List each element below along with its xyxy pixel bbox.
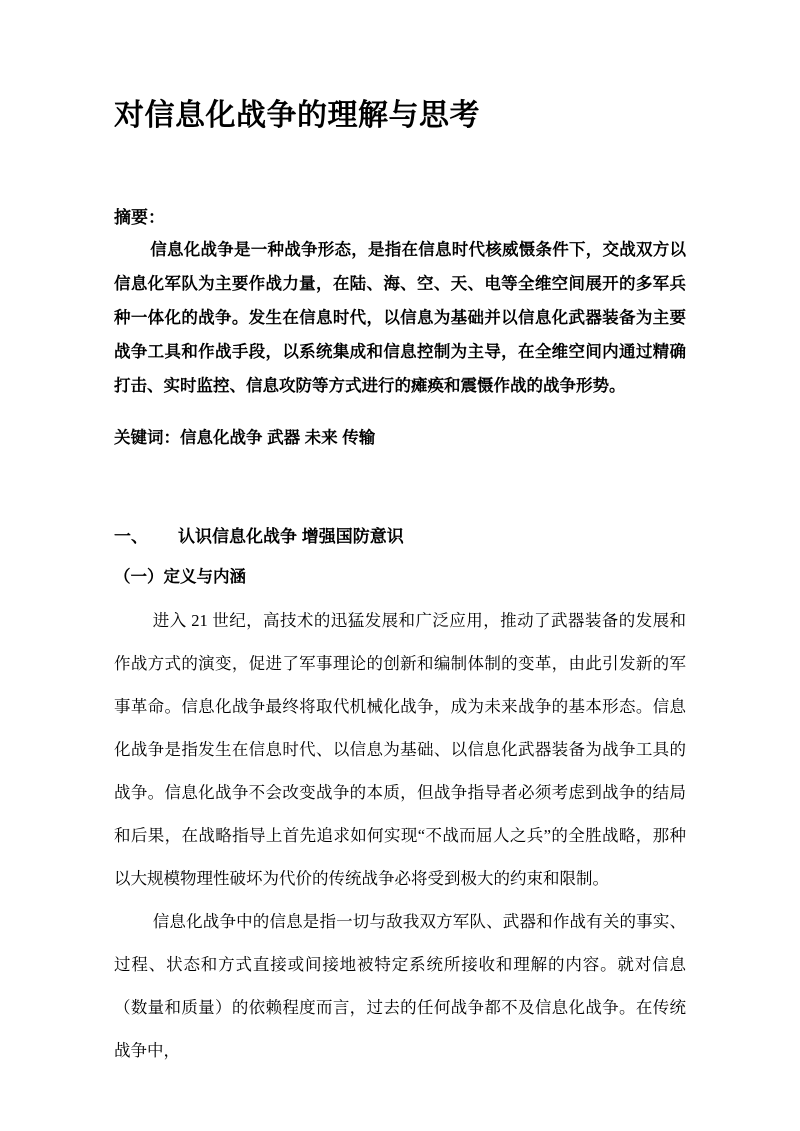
subsection-heading: （一）定义与内涵: [114, 568, 246, 586]
section-title: 认识信息化战争 增强国防意识: [178, 527, 404, 546]
abstract-text: 信息化战争是一种战争形态，是指在信息时代核威慑条件下，交战双方以信息化军队为主要作战力量，在陆、海、空、天、电等全维空间展开的多军兵种一体化的战争。发生在信息时代，以信息为基础并以信息化武器装备为主要战争工具和作战手段，以系统集成和信息控制为主导，在全维空间内通过精确打击、实时监控、信息攻防等方式进行的瘫痪和震慑作战的战争形势。: [114, 241, 686, 395]
keywords-list: 信息化战争 武器 未来 传输: [180, 429, 376, 447]
section-number: 一、: [114, 527, 148, 546]
body-paragraph-2: 信息化战争中的信息是指一切与敌我双方军队、武器和作战有关的事实、过程、状态和方式直接或间接地被特定系统所接收和理解的内容。就对信息（数量和质量）的依赖程度而言，过去的任何战争都不及信息化战争。在传统战争中，: [114, 912, 686, 1060]
keywords-label: 关键词：: [114, 429, 180, 447]
document-title: 对信息化战争的理解与思考: [114, 99, 480, 132]
abstract-label: 摘要：: [114, 208, 165, 227]
section-heading: [114, 524, 686, 549]
keywords-line: [114, 426, 686, 450]
body-paragraph-1: 进入 21 世纪，高技术的迅猛发展和广泛应用，推动了武器装备的发展和作战方式的演变，促进了军事理论的创新和编制体制的变革，由此引发新的军事革命。信息化战争最终将取代机械化战争，成为未来战争的基本形态。信息化战争是指发生在信息时代、以信息为基础、以信息化武器装备为战争工具的战争。信息化战争不会改变战争的本质，但战争指导者必须考虑到战争的结局和后果，在战略指导上首先追求如何实现“不战而屈人之兵”的全胜战略，那种以大规模物理性破坏为代价的传统战争必将受到极大的约束和限制。: [114, 611, 686, 888]
